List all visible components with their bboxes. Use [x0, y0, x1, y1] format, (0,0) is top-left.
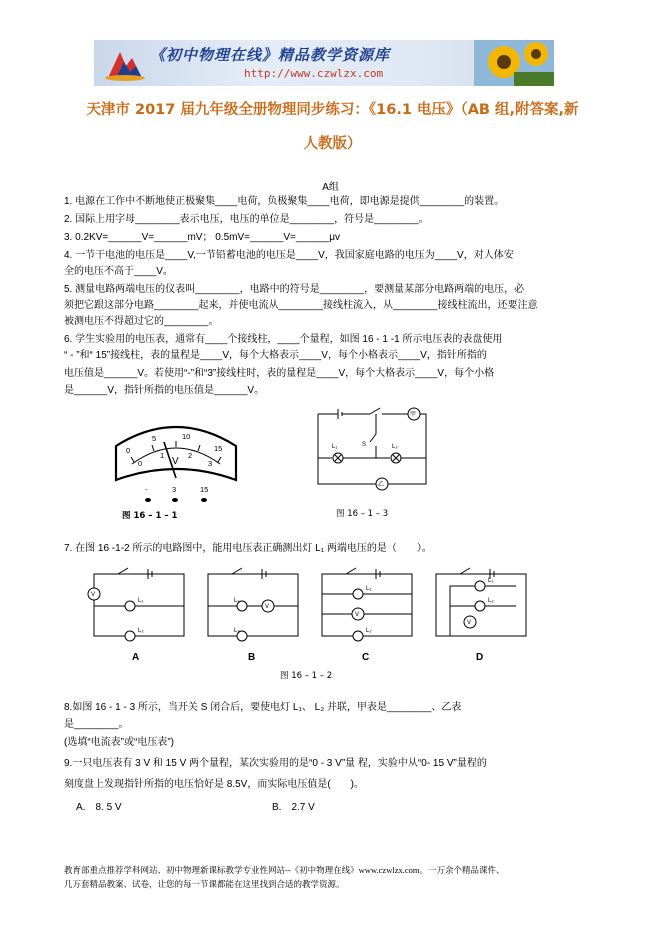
dial-bottom-label: 0 — [138, 459, 143, 468]
meter-yi-label: 乙 — [378, 482, 385, 488]
question-2: 2. 国际上用字母________表示电压，电压的单位是________，符号是________。 — [64, 214, 429, 225]
question-5-line2: 须把它跟这部分电路________起来，并使电流从________接线柱流入，从________接线柱流出，还要注意 — [64, 300, 538, 311]
question-1: 1. 电源在工作中不断地使正极聚集____电荷，负极聚集____电荷，即电源是提供________的装置。 — [64, 196, 505, 207]
meter-symbol: V — [91, 592, 96, 598]
lamp1-label: L₁ — [366, 586, 372, 592]
dial-bottom-label: 3 — [208, 459, 213, 468]
question-9-option-a: A. 8. 5 V — [76, 802, 122, 813]
dial-top-label: 15 — [214, 444, 223, 453]
question-6-line4: 是______V，指针所指的电压值是______V。 — [64, 385, 265, 396]
meter-symbol: V — [467, 620, 472, 626]
dial-top-label: 5 — [152, 434, 157, 443]
question-9-option-b: B. 2.7 V — [272, 802, 315, 813]
meter-jia-label: 甲 — [410, 412, 417, 418]
lamp1-label: L₁ — [234, 598, 240, 604]
option-label-a: A — [132, 652, 140, 663]
question-5-line3: 被测电压不得超过它的________。 — [64, 316, 219, 327]
figure-16-1-3-circuit — [312, 404, 432, 522]
lamp2-label: L₂ — [234, 628, 240, 634]
lamp2-label: L₂ — [488, 598, 494, 604]
dial-bottom-label: 1 — [160, 451, 165, 460]
question-8-line2: 是________。 — [64, 719, 129, 730]
lamp2-label: L₂ — [366, 628, 372, 634]
question-5-line1: 5. 测量电路两端电压的仪表叫________，电路中的符号是________，要测量某部分电路两端的电压，必 — [64, 284, 525, 295]
question-4-line1: 4. 一节干电池的电压是____V,一节铅蓄电池的电压是____V，我国家庭电路的电压为____V，对人体安 — [64, 250, 514, 261]
terminal-label: 15 — [200, 485, 209, 494]
banner-title: 《初中物理在线》精品教学资源库 — [150, 46, 391, 64]
question-7: 7. 在图 16 -1-2 所示的电路图中，能用电压表正确测出灯 L₁ 两端电压的是（ ）。 — [64, 543, 432, 554]
question-6-line2: “ - ”和“ 15”接线柱，表的量程是____V，每个大格表示____V，每个小格表示____V，指针所指的 — [64, 350, 487, 361]
footer-line2: 几万套精品教案、试卷，让您的每一节课都能在这里找到合适的教学资源。 — [64, 879, 345, 889]
lamp2-label: L₂ — [138, 628, 144, 634]
figure-caption: 图 16 – 1 – 3 — [336, 509, 389, 519]
document-title-line1: 天津市 2017 届九年级全册物理同步练习：《16.1 电压》（AB 组,附答案,新 — [86, 102, 579, 118]
option-label-b: B — [248, 652, 256, 663]
dial-top-label: 0 — [126, 446, 131, 455]
site-logo-icon — [102, 46, 148, 82]
lamp1-label: L₁ — [488, 578, 494, 584]
banner-url[interactable]: http://www.czwlzx.com — [244, 67, 384, 80]
question-9-line1: 9.一只电压表有 3 V 和 15 V 两个量程，某次实验用的是“0 - 3 V”量 程，实验中从“0- 15 V”量程的 — [64, 758, 487, 769]
meter-symbol: V — [265, 604, 270, 610]
document-title-line2: 人教版） — [303, 136, 362, 152]
terminal-label: - — [145, 485, 148, 494]
figure-16-1-1-voltmeter — [112, 408, 240, 520]
question-8-line3: (选填“电流表”或“电压表”) — [64, 737, 174, 748]
section-label: A组 — [322, 182, 339, 193]
figure-caption: 图 16 – 1 – 2 — [280, 671, 333, 681]
dial-bottom-label: 2 — [188, 451, 193, 460]
option-label-d: D — [476, 652, 484, 663]
option-label-c: C — [362, 652, 370, 663]
dial-top-label: 10 — [182, 432, 191, 441]
sunflower-icon — [474, 40, 554, 86]
question-6-line3: 电压值是______V。若使用“-”和“3”接线柱时，表的量程是____V，每个大格表示____V，每个小格 — [64, 368, 495, 379]
dial-unit: V — [172, 456, 179, 467]
meter-symbol: V — [355, 612, 360, 618]
header-banner — [94, 40, 554, 86]
terminal-label: 3 — [172, 485, 177, 494]
question-3: 3. 0.2KV=______V=______mV； 0.5mV=______V=______μv — [64, 232, 340, 243]
figure-16-1-2-options — [84, 562, 534, 684]
switch-label: S — [362, 442, 367, 448]
question-6-line1: 6. 学生实验用的电压表，通常有____个接线柱，____个量程，如图 16 - 1 -1 所示电压表的表盘使用 — [64, 334, 503, 345]
question-4-line2: 全的电压不高于____V。 — [64, 266, 173, 277]
page-footer — [64, 863, 604, 891]
question-9-line2: 刻度盘上发现指针所指的电压恰好是 8.5V，而实际电压值是( )。 — [64, 779, 365, 790]
lamp1-label: L₁ — [332, 444, 338, 450]
lamp1-label: L₁ — [138, 598, 144, 604]
question-8-line1: 8.如图 16 - 1 - 3 所示，当开关 S 闭合后，要使电灯 L₁、 L₂ 并联，甲表是________、乙表 — [64, 702, 462, 713]
figure-caption: 图 16 – 1 – 1 — [122, 511, 178, 520]
footer-line1: 教育部重点推荐学科网站、初中物理新课标教学专业性网站--《初中物理在线》www.czwlzx.com。一万余个精品课件、 — [64, 865, 505, 875]
lamp2-label: L₂ — [392, 444, 398, 450]
